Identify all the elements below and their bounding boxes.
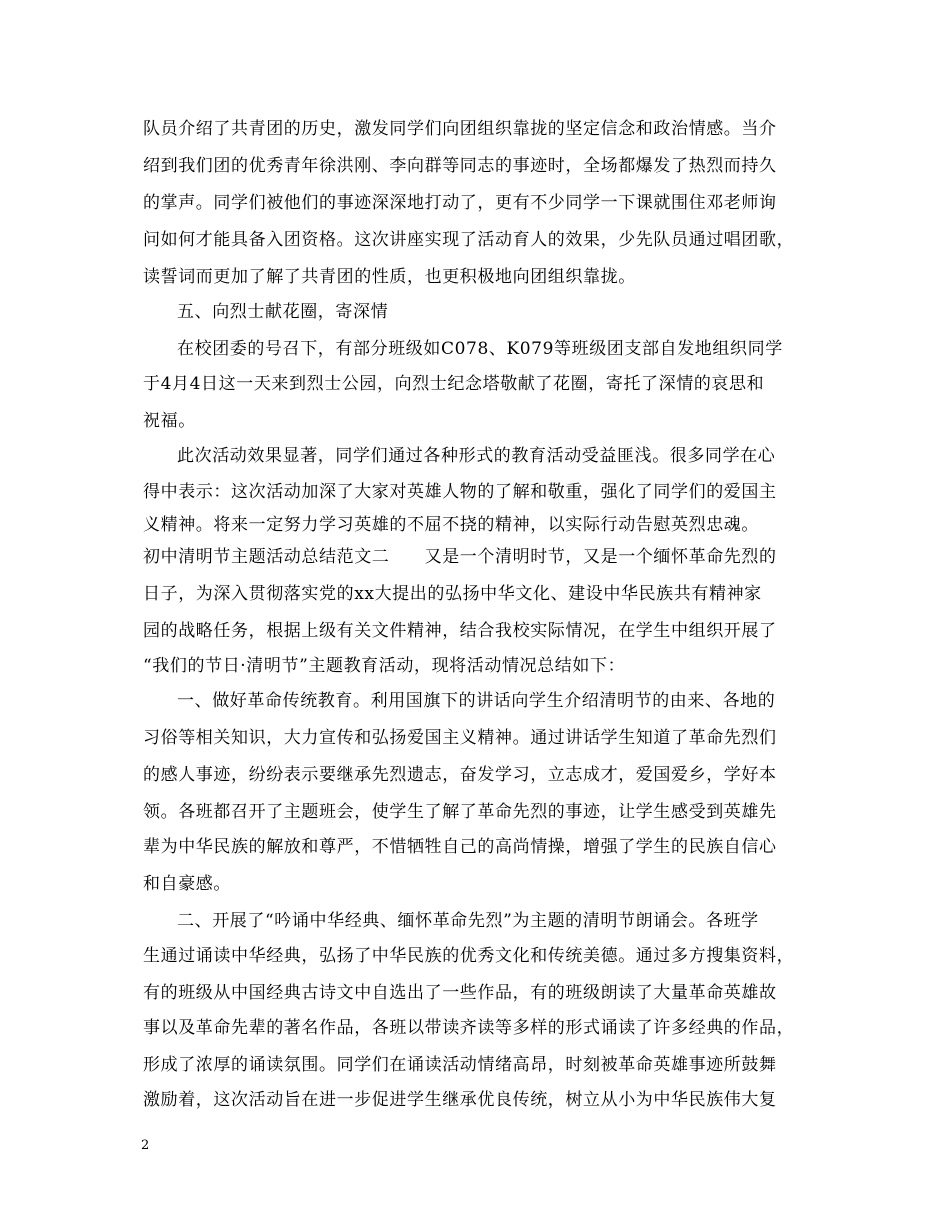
text-line: 读誓词而更加了解了共青团的性质，也更积极地向团组织靠拢。 [143, 267, 636, 287]
text-line: 二、开展了“吟诵中华经典、缅怀革命先烈”为主题的清明节朗诵会。各班学 [177, 911, 759, 931]
text-line: 和自豪感。 [143, 874, 231, 894]
text-line: 有的班级从中国经典古诗文中自选出了一些作品，有的班级朗读了大量革命英雄故 [143, 983, 777, 1003]
text-line: “我们的节日·清明节”主题教育活动，现将活动情况总结如下： [143, 656, 626, 676]
text-line: 园的战略任务，根据上级有关文件精神，结合我校实际情况，在学生中组织开展了 [143, 621, 777, 641]
text-line: 习俗等相关知识，大力宣传和弘扬爱国主义精神。通过讲话学生知道了革命先烈们 [143, 728, 777, 748]
text-line: 在校团委的号召下，有部分班级如C078、K079等班级团支部自发地组织同学 [177, 339, 783, 359]
text-line: 激励着，这次活动旨在进一步促进学生继承优良传统，树立从小为中华民族伟大复 [143, 1090, 777, 1110]
text-line: 绍到我们团的优秀青年徐洪刚、李向群等同志的事迹时，全场都爆发了热烈而持久 [143, 156, 777, 176]
text-line: 得中表示：这次活动加深了大家对英雄人物的了解和敬重，强化了同学们的爱国主 [143, 482, 777, 502]
text-line: 一、做好革命传统教育。利用国旗下的讲话向学生介绍清明节的由来、各地的 [177, 691, 776, 711]
text-line: 的掌声。同学们被他们的事迹深深地打动了，更有不少同学一下课就围住邓老师询 [143, 193, 777, 213]
text-line: 义精神。将来一定努力学习英雄的不屈不挠的精神，以实际行动告慰英烈忠魂。 [143, 515, 759, 535]
text-line: 辈为中华民族的解放和尊严，不惜牺牲自己的高尚情操，增强了学生的民族自信心 [143, 837, 777, 857]
text-line: 于4月4日这一天来到烈士公园，向烈士纪念塔敬献了花圈，寄托了深情的哀思和 [143, 374, 765, 394]
text-line: 队员介绍了共青团的历史，激发同学们向团组织靠拢的坚定信念和政治情感。当介 [143, 119, 777, 139]
text-line: 日子，为深入贯彻落实党的xx大提出的弘扬中华文化、建设中华民族共有精神家 [143, 584, 762, 604]
text-line: 的感人事迹，纷纷表示要继承先烈遗志，奋发学习，立志成才，爱国爱乡，学好本 [143, 765, 777, 785]
text-line: 领。各班都召开了主题班会，使学生了解了革命先烈的事迹，让学生感受到英雄先 [143, 802, 777, 822]
text-line: 问如何才能具备入团资格。这次讲座实现了活动育人的效果，少先队员通过唱团歌， [143, 230, 795, 250]
text-line: 祝福。 [143, 411, 196, 431]
page-number: 2 [141, 1138, 150, 1153]
text-line: 事以及革命先辈的著名作品，各班以带读齐读等多样的形式诵读了许多经典的作品， [143, 1018, 795, 1038]
subtitle-line: 初中清明节主题活动总结范文二 又是一个清明时节，又是一个缅怀革命先烈的 [143, 547, 777, 567]
section-heading: 五、向烈士献花圈，寄深情 [177, 302, 389, 322]
text-line: 形成了浓厚的诵读氛围。同学们在诵读活动情绪高昂，时刻被革命英雄事迹所鼓舞 [143, 1055, 777, 1075]
text-line: 生通过诵读中华经典，弘扬了中华民族的优秀文化和传统美德。通过多方搜集资料， [143, 946, 795, 966]
text-line: 此次活动效果显著，同学们通过各种形式的教育活动受益匪浅。很多同学在心 [177, 446, 776, 466]
